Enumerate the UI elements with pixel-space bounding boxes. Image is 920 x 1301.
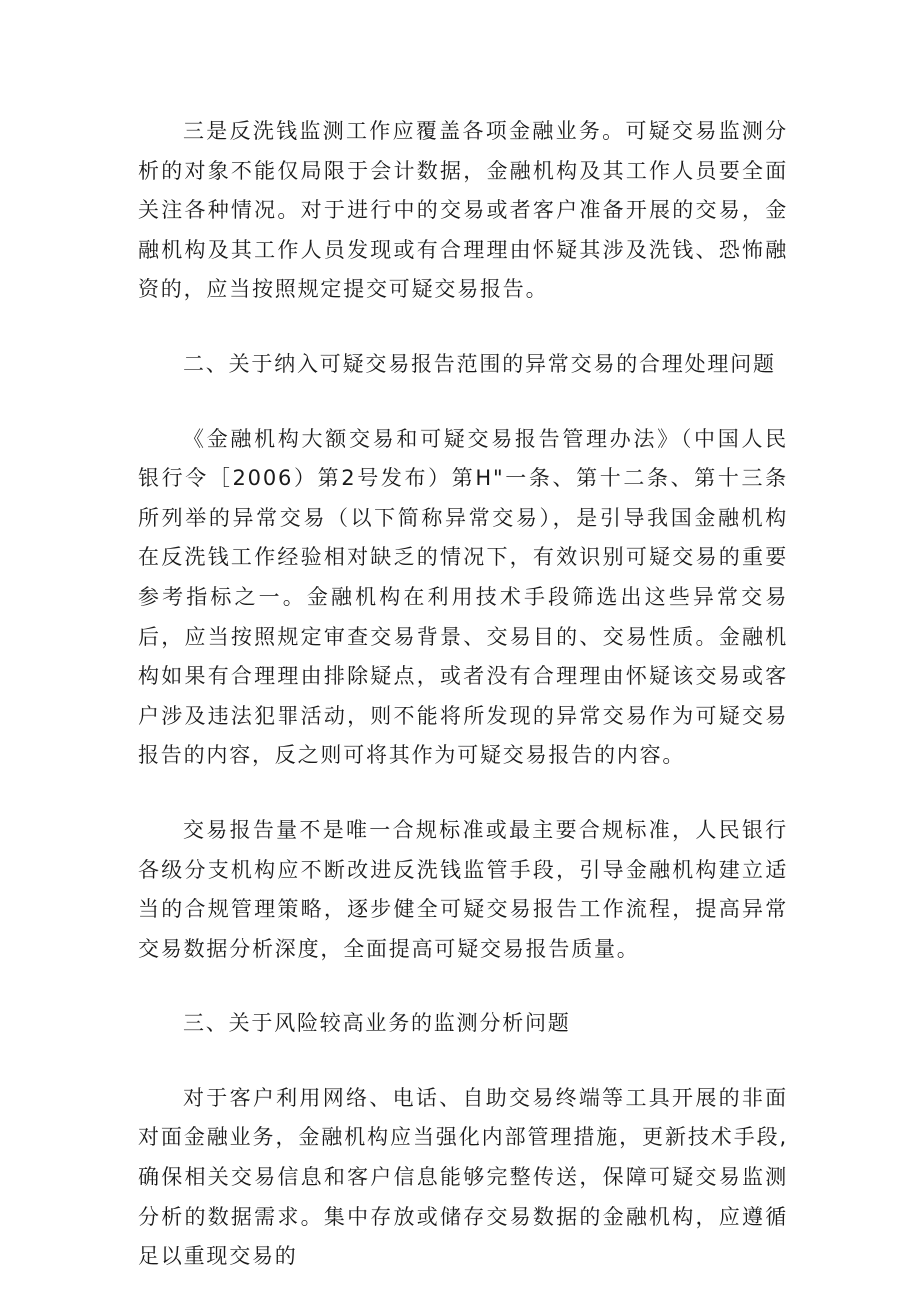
section-heading-abnormal-transactions: 二、关于纳入可疑交易报告范围的异常交易的合理处理问题	[183, 351, 776, 376]
document-body	[138, 112, 788, 1277]
paragraph-report-volume: 交易报告量不是唯一合规标准或最主要合规标准，人民银行各级分支机构应不断改进反洗钱监管手段，引导金融机构建立适当的合规管理策略，逐步健全可疑交易报告工作流程，提高异常交易数据分析深度，全面提高可疑交易报告质量。	[138, 817, 788, 961]
paragraph-spacer	[138, 969, 788, 1004]
paragraph-monitoring-coverage: 三是反洗钱监测工作应覆盖各项金融业务。可疑交易监测分析的对象不能仅局限于会计数据，金融机构及其工作人员要全面关注各种情况。对于进行中的交易或者客户准备开展的交易，金融机构及其工作人员发现或有合理理由怀疑其涉及洗钱、恐怖融资的，应当按照规定提交可疑交易报告。	[138, 119, 788, 302]
paragraph-spacer	[138, 1044, 788, 1079]
section-heading-high-risk-business: 三、关于风险较高业务的监测分析问题	[183, 1011, 571, 1036]
paragraph-non-face-to-face: 对于客户利用网络、电话、自助交易终端等工具开展的非面对面金融业务，金融机构应当强化内部管理措施，更新技术手段,确保相关交易信息和客户信息能够完整传送，保障可疑交易监测分析的数据需求。集中存放或储存交易数据的金融机构，应遵循足以重现交易的	[138, 1085, 788, 1269]
paragraph-spacer	[138, 385, 788, 420]
paragraph-spacer	[138, 776, 788, 811]
paragraph-abnormal-transactions: 《金融机构大额交易和可疑交易报告管理办法》（中国人民银行令［2006）第2号发布）第H"一条、第十二条、第十三条所列举的异常交易（以下简称异常交易），是引导我国金融机构在反洗钱工作经验相对缺乏的情况下，有效识别可疑交易的重要参考指标之一。金融机构在利用技术手段筛选出这些异常交易后，应当按照规定审查交易背景、交易目的、交易性质。金融机构如果有合理理由排除疑点，或者没有合理理由怀疑该交易或客户涉及违法犯罪活动，则不能将所发现的异常交易作为可疑交易报告的内容，反之则可将其作为可疑交易报告的内容。	[138, 426, 788, 768]
paragraph-spacer	[138, 310, 788, 345]
